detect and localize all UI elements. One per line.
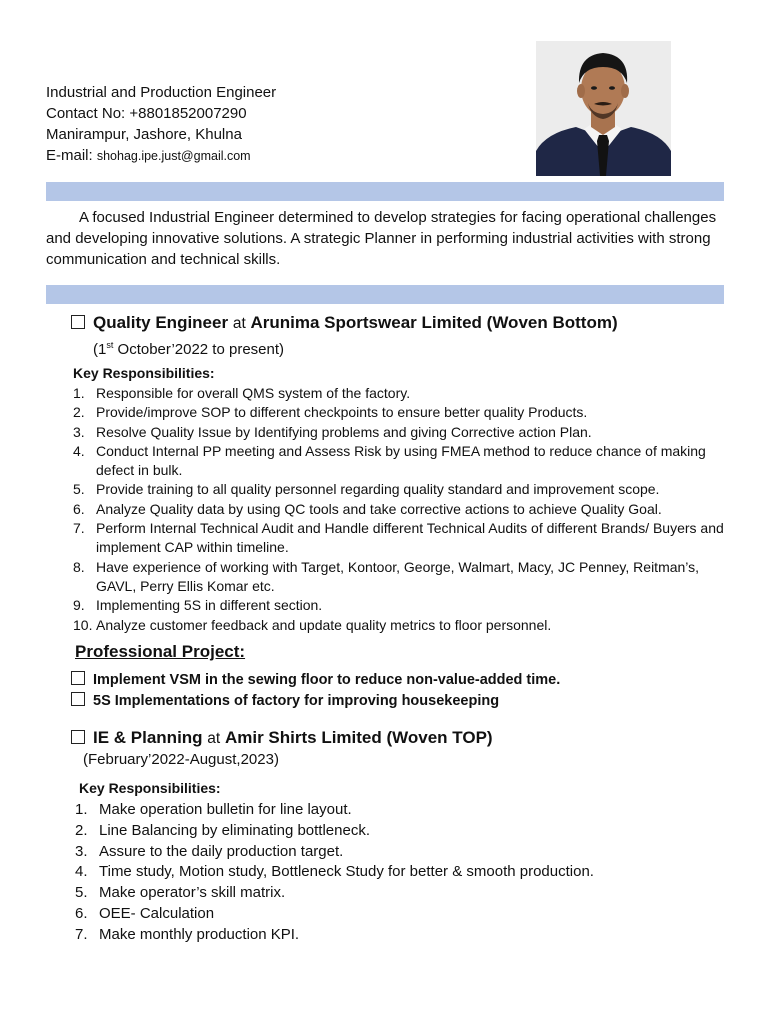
item-text: OEE- Calculation [99, 904, 215, 922]
item-number: 9. [73, 597, 85, 614]
item-text: Analyze customer feedback and update quality metrics to floor personnel. [96, 616, 552, 633]
item-number: 10. [73, 616, 93, 633]
date-superscript: st [106, 340, 114, 350]
list-item [75, 842, 695, 863]
item-number: 5. [75, 884, 88, 902]
list-item [75, 862, 695, 883]
job-heading-ie-planning [71, 727, 493, 750]
item-text: Make operation bulletin for line layout. [99, 801, 352, 818]
item-number: 1. [73, 385, 85, 401]
item-number: 5. [73, 481, 85, 498]
item-text: Analyze Quality data by using QC tools and take corrective actions to achieve Quality Goal. [96, 500, 662, 517]
item-number: 6. [75, 904, 88, 922]
summary-text: A focused Industrial Engineer determined to develop strategies for facing operational challenges and developing innovative solutions. A strategic Planner in performing industrial activities with strong communication and technical skills. [46, 209, 717, 268]
email-line [46, 146, 251, 166]
item-number: 1. [75, 801, 88, 818]
job-at: at [232, 315, 246, 332]
list-item [73, 596, 728, 615]
section-divider-bar [46, 285, 724, 304]
item-text: Responsible for overall QMS system of the factory. [96, 385, 411, 401]
item-text: Resolve Quality Issue by Identifying problems and giving Corrective action Plan. [96, 423, 592, 440]
project-text: 5S Implementations of factory for improving housekeeping [93, 693, 500, 709]
item-text: Conduct Internal PP meeting and Assess Risk by using FMEA method to reduce chance of making defect in bulk. [96, 442, 706, 479]
profile-photo [536, 41, 671, 176]
job-company: Arunima Sportswear Limited (Woven Bottom) [250, 313, 618, 332]
professional-project-heading: Professional Project: [75, 642, 246, 661]
job-heading-quality-engineer [71, 312, 618, 335]
item-number: 3. [75, 842, 88, 860]
list-item [73, 500, 728, 519]
item-text: Have experience of working with Target, Kontoor, George, Walmart, Macy, JC Penney, Reitman’s, GAVL, Perry Ellis Komar etc. [96, 558, 700, 594]
responsibilities-list [73, 384, 728, 635]
item-number: 2. [75, 821, 88, 839]
project-item [71, 692, 499, 709]
checkbox-bullet-icon [71, 692, 85, 706]
list-item [75, 904, 695, 925]
project-item [71, 671, 560, 688]
item-text: Make operator’s skill matrix. [99, 884, 286, 902]
item-text: Line Balancing by eliminating bottleneck. [99, 821, 371, 839]
project-text: Implement VSM in the sewing floor to reduce non-value-added time. [93, 672, 561, 688]
item-text: Perform Internal Technical Audit and Handle different Technical Audits of different Brands/ Buyers and implement CAP within timeline. [96, 520, 724, 556]
person-portrait-icon [536, 41, 671, 176]
checkbox-bullet-icon [71, 730, 85, 744]
list-item [75, 800, 695, 821]
list-item [73, 403, 728, 422]
list-item [75, 925, 695, 946]
item-number: 3. [73, 423, 85, 440]
item-number: 2. [73, 404, 85, 421]
job-dates [93, 335, 284, 360]
list-item [73, 442, 728, 481]
date-rest: October’2022 to present) [113, 341, 285, 358]
career-summary [46, 207, 726, 270]
key-responsibilities-heading: Key Responsibilities: [79, 780, 221, 796]
list-item [75, 883, 695, 904]
email-address: shohag.ipe.just@gmail.com [96, 149, 251, 163]
item-text: Make monthly production KPI. [99, 925, 300, 943]
item-number: 7. [75, 925, 88, 943]
job-at: at [207, 730, 221, 747]
list-item [73, 616, 728, 635]
list-item [73, 480, 728, 499]
checkbox-bullet-icon [71, 315, 85, 329]
item-number: 4. [73, 442, 85, 459]
list-item [73, 423, 728, 442]
item-number: 6. [73, 500, 85, 517]
email-label: E-mail: [46, 147, 97, 164]
list-item [73, 519, 728, 558]
item-number: 4. [75, 863, 88, 881]
key-responsibilities-heading: Key Responsibilities: [73, 365, 215, 381]
job-role: Quality Engineer [93, 313, 229, 332]
section-divider-bar [46, 182, 724, 201]
item-number: 8. [73, 558, 85, 575]
job-dates: (February’2022-August,2023) [83, 751, 279, 768]
job-role: IE & Planning [93, 728, 203, 747]
item-number: 7. [73, 520, 85, 537]
list-item [73, 384, 728, 403]
item-text: Provide training to all quality personnel regarding quality standard and improvement scope. [96, 481, 660, 498]
list-item [75, 821, 695, 842]
address: Manirampur, Jashore, Khulna [46, 126, 242, 143]
item-text: Assure to the daily production target. [99, 842, 344, 860]
item-text: Implementing 5S in different section. [96, 597, 323, 614]
list-item [73, 558, 728, 597]
contact-number: Contact No: +8801852007290 [46, 105, 247, 122]
job-company: Amir Shirts Limited (Woven TOP) [224, 728, 493, 747]
date-open: (1 [93, 341, 107, 358]
checkbox-bullet-icon [71, 671, 85, 685]
responsibilities-list [75, 800, 695, 946]
item-text: Time study, Motion study, Bottleneck Study for better & smooth production. [99, 863, 594, 881]
item-text: Provide/improve SOP to different checkpoints to ensure better quality Products. [96, 404, 588, 421]
job-title: Industrial and Production Engineer [46, 84, 277, 101]
